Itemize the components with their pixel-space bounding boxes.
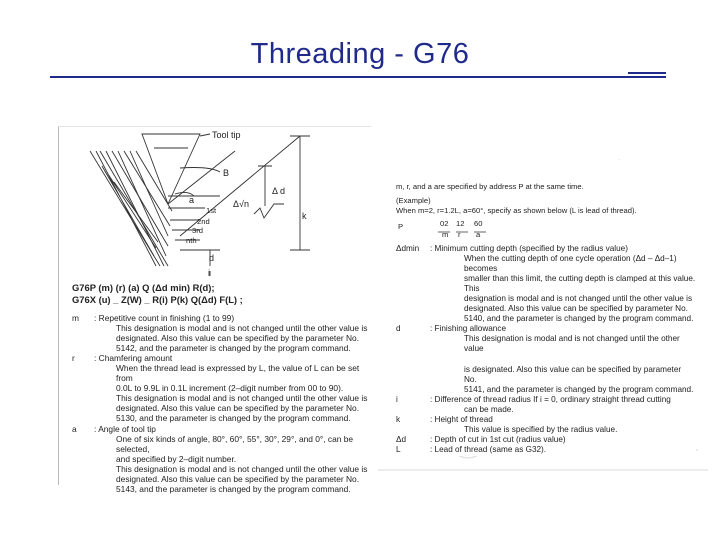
definition-line: designated. Also this value can be specified by the parameter No. [116, 473, 360, 484]
definition-line-blank [430, 355, 696, 365]
example-label-a: a [476, 230, 481, 239]
definition-key: a [72, 423, 77, 434]
right-intro: m, r, and a are specified by address P at the same time. [396, 182, 584, 191]
definition-key: m [72, 313, 79, 323]
definition-line: : Depth of cut in 1st cut (radius value) [430, 434, 566, 444]
definition-line: This value is specified by the radius value. [464, 424, 618, 434]
definition-line: When the cutting depth of one cycle operation (Δd – Δd–1) becomes [464, 254, 677, 274]
diagram-label-1st: 1st [206, 206, 217, 215]
diagram-label-2nd: 2nd [197, 217, 210, 226]
definition-key: Δdmin [396, 244, 420, 253]
definition-line: 5140, and the parameter is changed by the program command. [464, 314, 694, 324]
definition-a [72, 424, 372, 494]
definition-key: k [396, 414, 401, 424]
left-definition-list [72, 313, 372, 494]
diagram-label-tool-tip: Tool tip [212, 130, 241, 140]
format-line-2: G76X (u) _ Z(W) _ R(i) P(k) Q(Δd) F(L) ; [72, 294, 243, 305]
diagram-label-d: d [209, 253, 215, 263]
definition-L [396, 445, 696, 455]
title-underline [50, 76, 666, 78]
definition-line: can be made. [464, 404, 514, 414]
definition-key: i [396, 394, 398, 404]
definition-r [72, 353, 372, 423]
definition-line: : Minimum cutting depth (specified by the radius value) [430, 244, 628, 253]
definition-line: When the thread lead is expressed by L, the value of L can be set from [116, 363, 360, 384]
definition-key: r [72, 353, 75, 364]
definition-line: : Angle of tool tip [94, 423, 156, 434]
diagram-label-delta-sqrt-n: Δ√n [233, 199, 249, 209]
definition-line: designation is modal and is not changed until the other value is [464, 294, 693, 304]
diagram-label-3rd: 3rd [192, 226, 203, 235]
definition-line: 5130, and the parameter is changed by the program command. [116, 413, 351, 424]
definition-key: d [396, 324, 401, 334]
diagram-label-a: a [189, 195, 195, 205]
definition-line: is designated. Also this value can be specified by parameter No. [464, 364, 682, 384]
definition-line: : Chamfering amount [94, 353, 173, 364]
definition-i [396, 395, 696, 415]
diagram-label-nth: nth [186, 236, 197, 245]
definition-line: smaller than this limit, the cutting depth is clamped at this value. This [464, 274, 696, 294]
definition-line: : Repetitive count in finishing (1 to 99) [94, 313, 235, 323]
example-text: When m=2, r=1.2L, a=60°, specify as shown below (L is lead of thread). [396, 206, 637, 215]
slide-title: Threading - G76 [250, 38, 470, 70]
definition-line: This designation is modal and is not changed until the other value is [116, 323, 368, 334]
definition-line: designated. Also this value can be specified by parameter No. [464, 304, 688, 314]
definition-line: 5143, and the parameter is changed by the program command. [116, 483, 351, 494]
definition-line: : Difference of thread radius If i = 0, ordinary straight thread cutting [430, 394, 671, 404]
definition-line: : Height of thread [430, 414, 493, 424]
definition-key: Δd [396, 434, 407, 444]
definition-delta-dmin [396, 244, 696, 324]
example-label-r: r [458, 230, 461, 239]
definition-delta-d [396, 435, 696, 445]
right-definition-list [396, 244, 696, 455]
definition-d [396, 324, 696, 394]
definition-key: L [396, 444, 401, 454]
definition-line: 0.0L to 9.9L in 0.1L increment (2–digit number from 00 to 90). [116, 383, 344, 394]
definition-line: : Lead of thread (same as G32). [430, 444, 547, 454]
diagram-label-B: B [223, 168, 230, 178]
example-value-m: 02 [440, 219, 449, 228]
definition-line: One of six kinds of angle, 80°, 60°, 55°, 30°, 29°, and 0°, can be selected, [116, 433, 354, 454]
definition-line: 5142, and the parameter is changed by the program command. [116, 343, 351, 354]
definition-k [396, 415, 696, 435]
definition-line: : Finishing allowance [430, 324, 507, 334]
example-table-rules [430, 226, 510, 240]
example-label: (Example) [396, 196, 431, 205]
diagram-label-i: i [208, 268, 210, 278]
definition-line: This designation is modal and is not changed until the other value is [116, 393, 368, 404]
definition-line: 5141, and the parameter is changed by the program command. [464, 384, 694, 394]
definition-line: and specified by 2–digit number. [116, 453, 237, 464]
definition-line: This designation is modal and is not changed until the other value is [116, 463, 368, 474]
example-value-a: 60 [474, 219, 483, 228]
example-value-r: 12 [456, 219, 465, 228]
title-underline-accent [628, 72, 666, 74]
example-label-m: m [442, 230, 449, 239]
example-p: P [398, 222, 404, 231]
diagram-label-delta-d: Δ d [272, 186, 286, 196]
definition-line: designated. Also this value can be specified by the parameter No. [116, 403, 360, 414]
diagram-label-k: k [302, 211, 307, 221]
format-line-1: G76P (m) (r) (a) Q (Δd min) R(d); [72, 282, 215, 293]
definition-line: designated. Also this value can be specified by the parameter No. [116, 333, 360, 344]
definition-m [72, 313, 372, 353]
definition-line: This designation is modal and is not changed until the other value [464, 334, 680, 354]
